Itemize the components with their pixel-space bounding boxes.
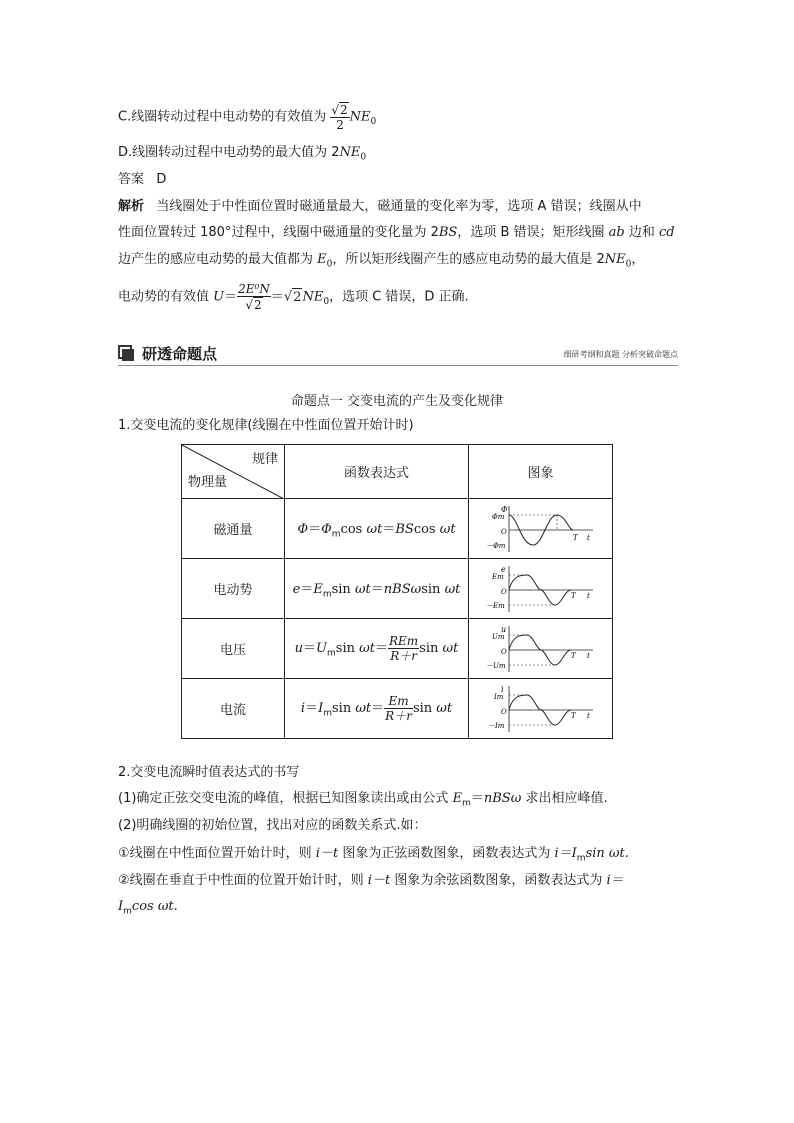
item-2-p5: $I_m\cos$ ωt.: [118, 899, 178, 917]
header-graph: 图象: [469, 445, 613, 499]
header-rule: 规律: [251, 452, 278, 467]
analysis-fraction: $\frac{\text{2E⁰N}}{√2}$: [238, 282, 270, 312]
svg-text:－Φm: －Φm: [485, 541, 505, 550]
topic-item-1: 1.交变电流的变化规律(线圈在中性面位置开始计时): [118, 418, 414, 433]
svg-text:t: t: [586, 533, 590, 542]
section-header: [118, 343, 678, 366]
row-graph: [469, 679, 613, 739]
section-square-fill-icon: [122, 349, 134, 361]
flux-graph: [481, 502, 601, 556]
svg-text:－Em: －Em: [485, 601, 505, 610]
row-expression: $i=I_m\sin$ ωt＝ $\frac{Em}{R+r}$ sin ωt: [285, 679, 469, 739]
analysis-line-1: 解析 当线圈处于中性面位置时磁通量最大，磁通量的变化率为零，选项 A 错误；线圈从中: [118, 199, 642, 214]
svg-text:Φ: Φ: [500, 504, 508, 514]
item-2-p2: (2)明确线圈的初始位置，找出对应的函数关系式.如：: [118, 818, 427, 833]
svg-text:T: T: [572, 533, 578, 542]
row-expression: $\Phi=\Phi_m\cos$ ωt＝BScos ωt: [285, 499, 469, 559]
svg-text:t: t: [586, 711, 590, 720]
row-name: 电压: [182, 619, 285, 679]
table-row: [182, 619, 613, 679]
row-name: 磁通量: [182, 499, 285, 559]
row-graph: [469, 619, 613, 679]
section-subtitle: 细研考纲和真题 分析突破命题点: [563, 350, 678, 359]
svg-text:t: t: [586, 591, 590, 600]
row-expression: $u=U_m\sin$ ωt＝ $\frac{\text{REm}}{R+r}$ sin ωt: [285, 619, 469, 679]
svg-text:t: t: [586, 651, 590, 660]
topic-title: 命题点一 交变电流的产生及变化规律: [290, 394, 504, 409]
header-diagonal-cell: [182, 445, 285, 499]
svg-text:Em: Em: [491, 572, 504, 581]
item-2-title: 2.交变电流瞬时值表达式的书写: [118, 765, 300, 780]
row-graph: [469, 559, 613, 619]
answer-value: D: [156, 172, 167, 187]
option-c-text: C.线圈转动过程中电动势的有效值为: [118, 109, 327, 125]
analysis-line-3: 边产生的感应电动势的最大值都为 $E_0$，所以矩形线圈产生的感应电动势的最大值是 $2NE_0$，: [118, 252, 645, 270]
row-expression: $e=E_m\sin$ ωt＝nBSωsin ωt: [285, 559, 469, 619]
option-c-fraction: $\frac{√2}{2}$: [331, 103, 348, 132]
row-graph: [469, 499, 613, 559]
answer-label: 答案: [118, 172, 145, 187]
table-row: [182, 679, 613, 739]
item-2-p4: ②线圈在垂直于中性面的位置开始计时，则 i－t 图象为余弦函数图象，函数表达式为 i＝: [118, 873, 624, 888]
row-name: 电动势: [182, 559, 285, 619]
svg-text:Φm: Φm: [491, 512, 504, 521]
svg-text:O: O: [500, 587, 507, 596]
svg-text:O: O: [500, 707, 507, 716]
analysis-line-4: 电动势的有效值 U＝ $\frac{\text{2E⁰N}}{√2}$ $=√2NE_0$，选项 C 错误，D 正确.: [118, 282, 469, 312]
table-row: [182, 559, 613, 619]
option-d: D.线圈转动过程中电动势的最大值为 $2NE_0$: [118, 145, 367, 163]
answer: [118, 171, 166, 189]
table-row: [182, 499, 613, 559]
analysis-line-2: 性面位置转过 180°过程中，线圈中磁通量的变化量为 2BS，选项 B 错误；矩形线圈 ab 边和 cd: [118, 225, 675, 240]
svg-text:T: T: [570, 651, 576, 660]
analysis-label: 解析: [118, 199, 145, 214]
svg-text:e: e: [500, 564, 506, 574]
voltage-graph: [481, 622, 601, 676]
svg-text:Um: Um: [491, 632, 505, 641]
svg-text:－Um: －Um: [485, 661, 506, 670]
svg-text:－Im: －Im: [487, 721, 504, 730]
section-title: 研透命题点: [142, 345, 218, 363]
svg-text:T: T: [570, 711, 576, 720]
svg-text:O: O: [500, 647, 507, 656]
header-expression: 函数表达式: [285, 445, 469, 499]
header-quantity: 物理量: [188, 475, 228, 490]
option-c: C.线圈转动过程中电动势的有效值为 $\frac{√2}{2}$ $NE_0$: [118, 103, 377, 132]
item-2-p1: (1)确定正弦交变电流的峰值，根据已知图象读出或由公式 $E_m=nBS\omega$ 求出相应峰值.: [118, 791, 608, 809]
svg-text:Im: Im: [493, 692, 503, 701]
row-name: 电流: [182, 679, 285, 739]
item-2-p3: ①线圈在中性面位置开始计时，则 i－t 图象为正弦函数图象，函数表达式为 $i=I_m\sin$ ωt.: [118, 846, 629, 864]
svg-text:u: u: [500, 624, 506, 634]
emf-graph: [481, 562, 601, 616]
table-header-row: [182, 445, 613, 499]
law-table: [181, 444, 613, 739]
svg-text:T: T: [570, 591, 576, 600]
svg-text:i: i: [500, 684, 504, 694]
current-graph: [481, 682, 601, 736]
svg-text:O: O: [500, 527, 507, 536]
